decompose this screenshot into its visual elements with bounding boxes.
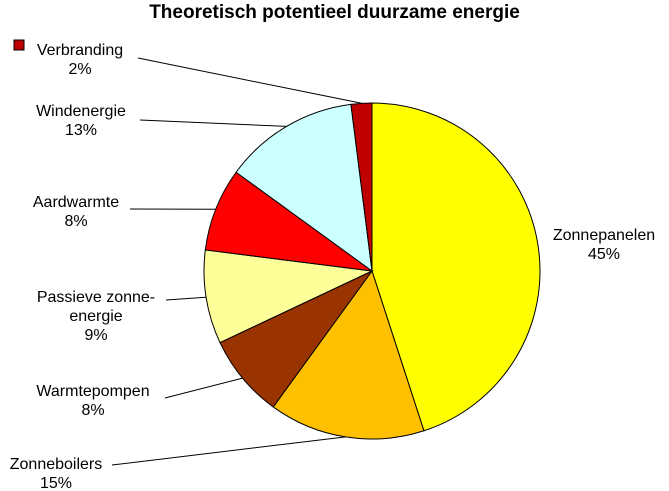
- slice-label-passieve-zonne-energie: Passieve zonne-: [36, 289, 156, 306]
- slice-value-windenergie: 13%: [64, 122, 98, 139]
- pie-slices: [204, 103, 540, 439]
- chart-title: Theoretisch potentieel duurzame energie: [149, 2, 520, 23]
- slice-value-zonnepanelen: 45%: [587, 246, 621, 263]
- slice-value-zonneboilers: 15%: [39, 475, 73, 491]
- slice-label-windenergie: Windenergie: [36, 103, 126, 120]
- slice-value-verbranding: 2%: [68, 61, 92, 78]
- slice-label-verbranding: Verbranding: [36, 42, 124, 59]
- legend-swatch-verbranding: [14, 40, 24, 50]
- slice-value-aardwarmte: 8%: [64, 213, 88, 230]
- slice-value-passieve-zonne-energie: 9%: [84, 327, 108, 344]
- leader-line-zonneboilers: [112, 437, 346, 465]
- leader-line-warmtepompen: [165, 378, 243, 398]
- slice-label-passieve-zonne-energie: energie: [69, 308, 123, 325]
- slice-label-aardwarmte: Aardwarmte: [32, 194, 120, 211]
- leader-line-windenergie: [140, 120, 287, 126]
- leader-line-verbranding: [138, 58, 362, 103]
- slice-label-warmtepompen: Warmtepompen: [36, 383, 150, 400]
- leader-line-passieve-zonne-energie: [166, 297, 206, 300]
- slice-label-zonnepanelen: Zonnepanelen: [552, 227, 656, 244]
- slice-value-warmtepompen: 8%: [81, 402, 105, 419]
- slice-label-zonneboilers: Zonneboilers: [9, 456, 103, 473]
- legend: [14, 40, 24, 50]
